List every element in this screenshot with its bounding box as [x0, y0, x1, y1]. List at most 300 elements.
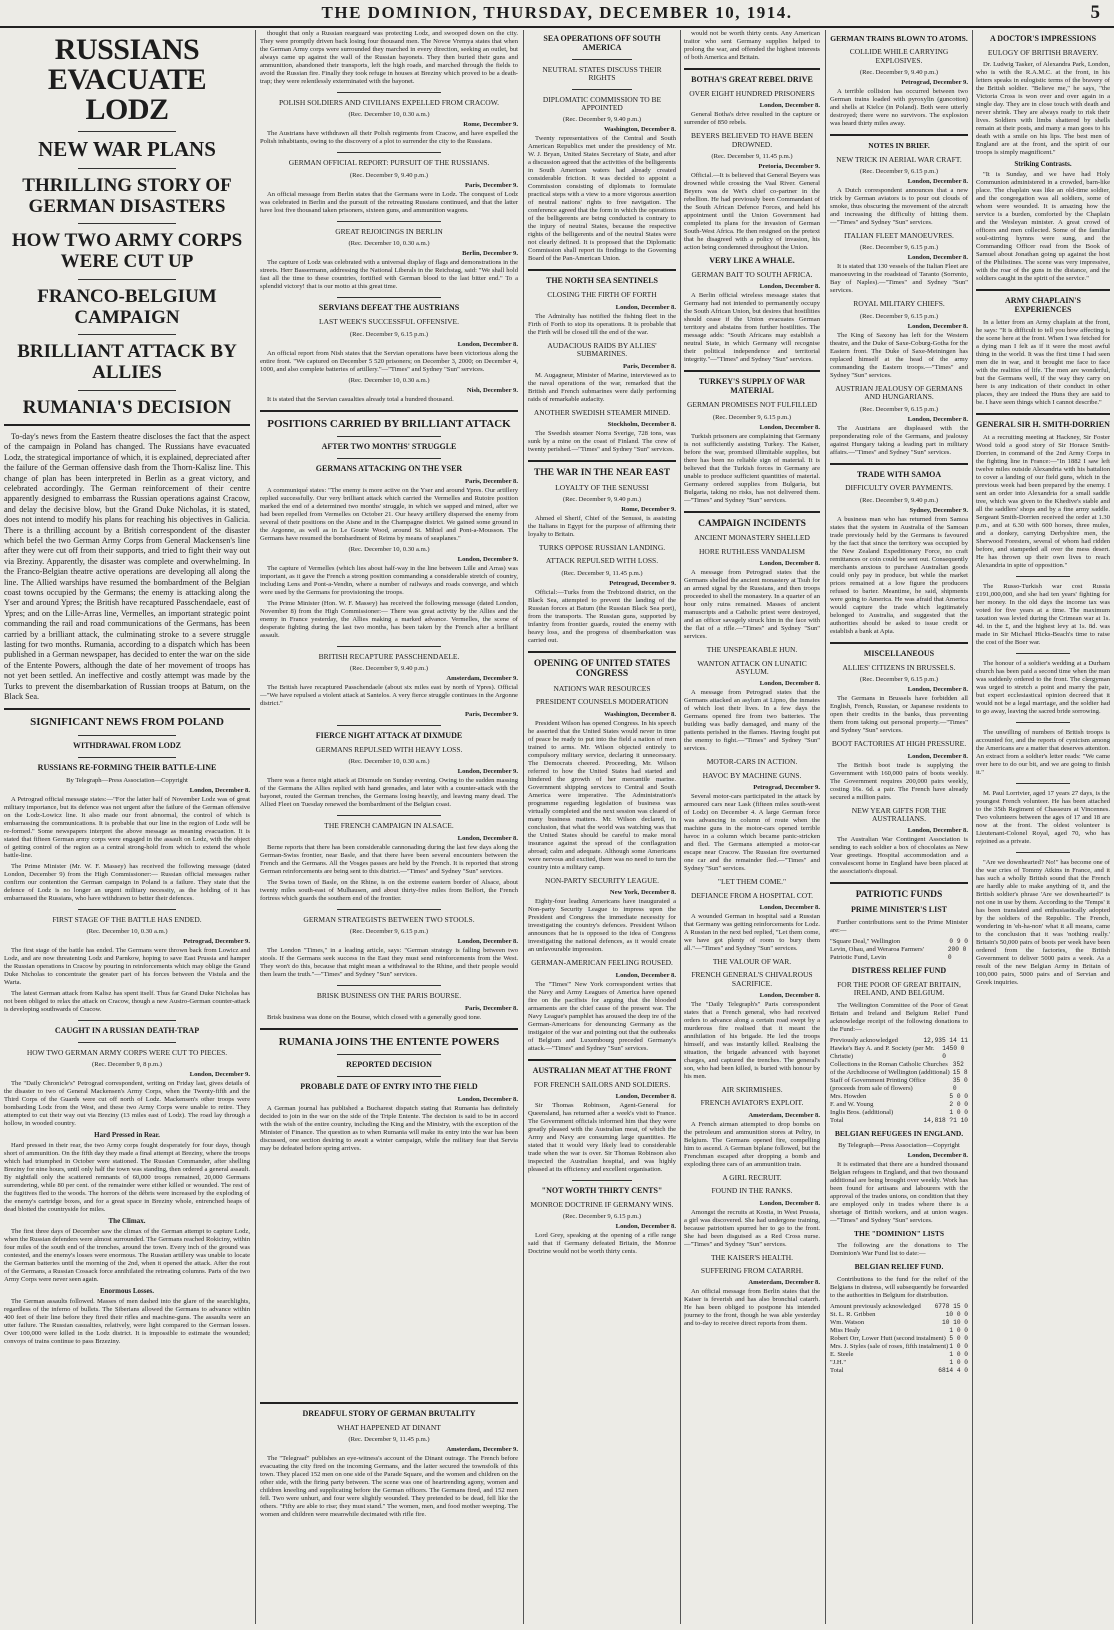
main-headline: RUSSIANS EVACUATE LODZ [47, 33, 207, 126]
donor-name: Miss Healy [830, 1326, 861, 1334]
article-text: A Berlin official wireless message states that Germany had not intended to permanently occupy the South African Union, but desires that hostilities should cease if the Union evacuates German territory and abstains from further hostilities. The message adds: "South Africans may establish a neutral State, in which Germany will recognise their political independence and territorial integrity."—"Times" and Sydney "Sun" services. [684, 292, 820, 364]
divider [830, 463, 968, 465]
article-text: A Petrograd official message states:—"For the latter half of November Lodz was of great military importance, but its defence was not urgent after the failure of the German offensive on the Lodz-Lowicz line. It also made our front abnormal, the control of which is embarrassing the communications. It is probable that our line in the region of Lodz will be re-formed." Some newspapers interpret the above message as meaning evacuation. It is stated that fifteen German army corps were engaged in the assault on Lodz, with the object of getting control of the region as a central strong-hold from which to extend the whole battle-line. [4, 795, 250, 859]
donation-amount: 5 0 0 [949, 1334, 968, 1342]
headline: BELGIAN REFUGEES IN ENGLAND. [834, 1128, 964, 1138]
headline: ATTACK REPULSED WITH LOSS. [545, 556, 659, 566]
donation-amount: 2 0 0 [949, 1100, 968, 1108]
divider [260, 1028, 518, 1030]
headline: ANOTHER SWEDISH STEAMER MINED. [533, 407, 671, 417]
donation-row [830, 1311, 968, 1319]
article-text: The German assaults followed. Masses of men dashed into the glare of the searchlights, regardless of the inferno of bullets. The Siberians allowed the Germans to advance within 400 feet of their line before they fired their rifles and machine-guns. The assaults were an utter failure. The Russian casualties, relatively, were light compared to the German losses. Over 100,000 were killed in the Lodz district. It is impossible to estimate the wounded; convoys of trains continue to pass Brzeziny. [4, 1298, 250, 1346]
dateline: London, December 8. [759, 560, 820, 568]
article-text: A wounded German in hospital said a Russian that Germany was getting reinforcements for Lodz. A Russian in the next bed replied, "Let them come, we have got plenty of room to bury them all."—"Times" and Sydney "Sun" services. [684, 912, 820, 952]
article-text: The Wellington Committee of the Poor of Great Britain and Ireland and Belgium Relief Fund acknowledge receipt of the following donations to the Fund:— [830, 1001, 968, 1033]
headline: CLOSING THE FIRTH OF FORTH [547, 290, 657, 300]
headline: COLLIDE WHILE CARRYING EXPLOSIVES. [849, 47, 949, 65]
dateline: London, December 8. [615, 303, 676, 311]
donation-amount: 1 0 0 [949, 1108, 968, 1116]
divider [572, 1180, 631, 1181]
article-text: A business man who has returned from Samoa states that the system in Australia of the Samoan trade previously held by the Germans is favoured by the fact that since the territory was occupied by the New Zealand Expeditionary Force, no craft remittances or coin could be sent out. Consequently merchants anxious to purchase Australian goods could only pay in produce, but while the market prices remained at a low figure the producers refused to barter. Meantime, he said, shipments were going to America. He was afraid that America would capture the trade which legitimately belonged to Australia, and suggested that the authorities should be asked to issue credit or establish a bank at Apia. [830, 515, 968, 635]
divider [1016, 722, 1070, 723]
headline: GERMAN-AMERICAN FEELING ROUSED. [531, 958, 673, 968]
headline: SIGNIFICANT NEWS FROM POLAND [30, 716, 224, 729]
donor-name: Total [830, 1116, 844, 1124]
article-text: would not be worth thirty cents. Any American traitor who sent Germany supplies helped to prolong the war, and offended the highest interests of both America and Britain. [684, 30, 820, 61]
received-time: (Rec. December 9, 6.15 p.m.) [859, 167, 939, 175]
divider [528, 1059, 676, 1061]
column-rule [523, 30, 524, 1624]
headline: CAUGHT IN A RUSSIAN DEATH-TRAP [54, 1026, 200, 1036]
received-time: (Rec. December 9, 6.15 p.m.) [349, 330, 429, 338]
donation-row [830, 1109, 968, 1117]
column-4 [684, 30, 820, 1624]
article-text: The capture of Vermelles (which lies about half-way in the line between Lille and Arras) was important, as it gave the French a strong position commanding a considerable stretch of country, including Lens and Pont-a-Vendin, where a number of railways and roads converge, and which were used by the Germans for provisioning the troops. [260, 564, 518, 596]
headline: "LET THEM COME." [717, 877, 787, 887]
divider [337, 221, 440, 222]
divider [78, 1020, 176, 1021]
headline: DREADFUL STORY OF GERMAN BRUTALITY [302, 1409, 476, 1418]
divider [684, 68, 820, 70]
donation-row [830, 1343, 968, 1351]
dateline: London, December 9. [457, 555, 518, 563]
column-rule [972, 30, 973, 1624]
article-text: The first stage of the battle has ended. The Germans were thrown back from Lowicz and Lodz, and are now threatening Lodz and Parnkow, hoping to save East Prussia and hamper the Russian operations in Cracow by pouring in reinforcements which may oblige the Grand Duke Nicholas to concentrate the greater part of his forces between the Vistula and the Warta. [4, 947, 250, 987]
article-text: The "Daily Telegraph's" Paris correspondent states that a French general, who had received orders to advance along a certain road swept by a murderous fire realised that it meant the annihilation of his brigade. He led the troops himself, and was instantly killed. Realising the situation, the brigade advanced with bayonet charges, and captured the trenches. The general's son, who had been killed, is buried with honour by his men. [684, 1001, 820, 1081]
donation-row [830, 1101, 968, 1109]
dateline: Amsterdam, December 9. [446, 675, 518, 683]
dateline: Stockholm, December 8. [607, 420, 676, 428]
dateline: Rome, December 9. [463, 121, 518, 129]
donor-name: Amount previously acknowledged [830, 1302, 921, 1310]
dateline: London, December 8. [759, 423, 820, 431]
headline: CAMPAIGN INCIDENTS [698, 518, 806, 529]
donation-row [830, 1335, 968, 1343]
dateline: Berlin, December 9. [462, 250, 518, 258]
headline: LAST WEEK'S SUCCESSFUL OFFENSIVE. [319, 317, 459, 327]
headline: OVER EIGHT HUNDRED PRISONERS [689, 88, 815, 98]
headline: THE NORTH SEA SENTINELS [546, 276, 658, 286]
headline: GERMAN TRAINS BLOWN TO ATOMS. [830, 34, 968, 43]
dateline: London, December 8. [907, 827, 968, 835]
dateline: Nish, December 9. [466, 386, 518, 394]
credit-line: By Telegraph—Press Association—Copyright [838, 1142, 960, 1150]
column-2 [260, 30, 518, 1392]
article-text: The Admiralty has notified the fishing fleet in the Firth of Forth to stop its operations. It is probable that the Firth will be closed till the end of the war. [528, 312, 676, 336]
received-time: (Rec. December 9, 6.15 p.m.) [859, 676, 939, 684]
divider [78, 1042, 176, 1043]
dateline: Washington, December 8. [603, 710, 676, 718]
divider [337, 297, 440, 298]
headline: DEFIANCE FROM A HOSPITAL COT. [690, 890, 814, 900]
donor-name: Previously acknowledged [830, 1036, 898, 1044]
headline: SEA OPERATIONS OFF SOUTH AMERICA [543, 34, 661, 52]
article-text: Hard pressed in their rear, the two Army corps fought desperately for four days, though short of ammunition. On the fifth day they made a final attempt at Breziny, where the troops which had triumphed in October were stationed. The Russian Commander, after shelling Breziny for nine hours, until only half the town was standing, then ordered a general assault. By nightfall only the scattered remnants of 60,000 troops remained, 20,000 Germans surrendering, while 80 per cent. of the remainder were either killed or wounded. The rest of the fugitives fled to the woods. The horrors of the débris were increased by the exploding of the enemy's cartridge boxes, and for a great space in Breziny whole, entrenched heaps of dead blotted the countryside for miles. [4, 1142, 250, 1214]
dateline: London, December 8. [907, 1152, 968, 1160]
divider [684, 511, 820, 513]
article-text: Eighty-four leading Americans have inaugurated a Non-party Security League to impress upon the President and Congress the immediate necessity for investigating the country's defences. President Wilson announces that he is opposed to the idea of Congress investigating the national defences, as it would create an unfavourable impression. [528, 898, 676, 954]
subheading: Enormous Losses. [99, 1287, 155, 1296]
donor-name: Mrs. Howden [830, 1092, 867, 1100]
dateline: London, December 8. [907, 177, 968, 185]
donation-amount: 200 0 0 [947, 945, 967, 961]
article-text: In a letter from an Army chaplain at the front, he says: "It is difficult to tell you how affecting is the scene here at the front. When I was fetched for a dying man I felt as if it were the most awful thing in the world. It was the first time I had seen men die in war, and it brought me face to face with the realities of life. The men are wonderful, but the Germans well, if the way they carry on here is any indication of their conduct in other places, they are indeed the Huns they are said to be. I have seen things which I cannot describe." [976, 319, 1110, 407]
headline: FRENCH GENERAL'S CHIVALROUS SACRIFICE. [691, 970, 813, 988]
donation-amount: 1450 0 0 [942, 1044, 965, 1060]
article-text: It is estimated that there are a hundred thousand Belgian refugees in England, and that two thousand additional are being brought over weekly. Work has been found for artisans and labourers with the approval of the trades unions, on condition that they are employed only in trades where there is a shortage of British workers, and at union wages.—"Times" and Sydney "Sun" services. [830, 1161, 968, 1225]
headline: SERVIANS DEFEAT THE AUSTRIANS [318, 303, 460, 313]
credit-line: By Telegraph—Press Association—Copyright [66, 776, 188, 784]
dateline: Amsterdam, December 8. [748, 1111, 820, 1119]
dateline: Paris, December 9. [465, 711, 518, 719]
donation-row [830, 1093, 968, 1101]
headline: TURKS OPPOSE RUSSIAN LANDING. [538, 543, 666, 552]
received-time: (Rec. December 10, 0.30 a.m.) [348, 376, 430, 384]
dateline: Amsterdam, December 8. [748, 1279, 820, 1287]
headline: GREAT REJOICINGS IN BERLIN [335, 226, 443, 236]
dateline: London, December 8. [457, 1095, 518, 1103]
headline: HOW TWO GERMAN ARMY CORPS WERE CUT TO PIECES. [26, 1048, 228, 1058]
dateline: Paris, December 8. [623, 362, 676, 370]
donation-amount: 12,935 14 11 [923, 1036, 968, 1044]
donation-amount: 35 0 0 [952, 1076, 968, 1092]
donation-table [830, 1037, 968, 1125]
headline: GERMAN STRATEGISTS BETWEEN TWO STOOLS. [303, 914, 475, 924]
dateline: London, December 8. [457, 834, 518, 842]
headline: AUSTRALIAN MEAT AT THE FRONT [532, 1065, 672, 1075]
article-text: Berne reports that there has been considerable cannonading during the last few days along the German-Swiss frontier, near Basle, and that there have been several encounters between the French and the Germans. All the Vosges passes are held by the French. It is reported that strong German reinforcements are being sent to this district.—"Times" and Sydney "Sun" services. [260, 843, 518, 875]
headline: BRILLIANT ATTACK BY ALLIES [17, 341, 237, 384]
received-time: (Rec. December 10, 0.30 a.m.) [348, 758, 430, 766]
headline: HAVOC BY MACHINE GUNS. [702, 770, 802, 780]
article-text: The British have recaptured Passchendaele (about six miles east by north of Ypres). Official—"We have repulsed a violent attack at Santelos. A very fierce struggle continues in the Argonne district." [260, 684, 518, 708]
headline: EULOGY OF BRITISH BRAVERY. [987, 47, 1099, 57]
received-time: (Rec. December 9, 11.45 p.m.) [561, 569, 643, 577]
headline: BOTHA'S GREAT REBEL DRIVE [691, 75, 813, 84]
divider [337, 646, 440, 647]
column-1 [4, 30, 250, 1624]
donation-row [830, 1045, 968, 1061]
dateline: Rome, December 9. [621, 506, 676, 513]
article-text: The London "Times," in a leading article, says: "German strategy is falling between two stools. If the Germans seek success in the East they must send reinforcements from the West. They won't do this, because that might mean a withdrawal to the Rhine, and their people would then learn the truth."—"Times" and Sydney "Sun" services. [260, 947, 518, 979]
article-text: The Germans in Brussels have forbidden all English, French, Russian, or Japanese residents to open their credits in the banks, thus preventing them from taking out personal property.—"Times" and Sydney "Sun" services. [830, 695, 968, 735]
divider [1016, 852, 1070, 853]
divider [78, 223, 176, 224]
donor-name: St. L. R. Gribben [830, 1310, 876, 1318]
donation-row [830, 1037, 968, 1045]
article-text: Official.—It is believed that General Beyers was drowned while crossing the Vaal River. General Beyers was de Wet's chief co-partner in the rebellion. He had previously been Commandant of the South African Defence Forces, and held his appointment until the Union Government had completed its plans for the invasion of German South-West Africa. He then resigned on the pretext that he disagreed with a policy of invasion, his action being condemned throughout the Union. [684, 172, 820, 252]
article-text: The honour of a soldier's wedding at a Durham church has been paid a second time when the man was suddenly ordered to the front. The clergyman was urged to stretch a point and marry the pair, but expert ecclesiastical opinion decreed that it would not be a legal marriage, and the soldier had to go away, leaving the sacred bride sorrowing. [976, 660, 1110, 716]
article-text: A French airman attempted to drop bombs on the petroleum and ammunition stores at Peltry, in Belgium. The Germans opened fire, compelling him to ascend. A German biplane followed, but the Frenchman escaped after dropping a bomb and exploding three cars of an ammunition train. [684, 1120, 820, 1168]
dateline: Sydney, December 9. [909, 506, 968, 514]
donation-row [830, 1327, 968, 1335]
divider [830, 642, 968, 644]
headline: ALLIES' CITIZENS IN BRUSSELS. [842, 662, 956, 672]
donation-row [830, 1077, 968, 1093]
dateline: New York, December 8. [609, 889, 676, 897]
divider [78, 131, 176, 132]
article-text: The following are the donations to The Dominion's War Fund list to date:— [830, 1242, 968, 1258]
headline: MOTOR-CARS IN ACTION. [706, 757, 798, 767]
headline: NEW YEAR GIFTS FOR THE AUSTRALIANS. [851, 805, 947, 823]
dateline: Amsterdam, December 9. [446, 1446, 518, 1454]
dateline: London, December 8. [759, 680, 820, 688]
dateline: Petrograd, December 9. [609, 579, 676, 587]
headline: THE UNSPEAKABLE HUN. [706, 645, 798, 655]
article-text: The unwilling of numbers of British troops is accounted for, and the reports of cynicism among the Americans are a matter that deserves attention. An extract from a soldier's letter reads: "We came over here to do our bit, and we are going to finish it." [976, 729, 1110, 777]
headline: BRITISH RECAPTURE PASSCHENDAELE. [318, 651, 460, 661]
headline: REPORTED DECISION [346, 1059, 432, 1069]
divider [337, 815, 440, 816]
dateline: London, December 8. [759, 1199, 820, 1207]
headline: DISTRESS RELIEF FUND [851, 965, 947, 975]
received-time: (Rec. December 9, 6.15 p.m.) [859, 405, 939, 413]
donor-name: Wm. Watson [830, 1318, 865, 1326]
headline: FOR THE POOR OF GREAT BRITAIN, IRELAND, AND BELGIUM. [837, 979, 961, 998]
headline: DIFFICULTY OVER PAYMENTS. [845, 483, 953, 493]
headline: FOR FRENCH SAILORS AND SOLDIERS. [533, 1079, 671, 1089]
dateline: London, December 8. [615, 971, 676, 979]
dateline: Washington, December 8. [603, 126, 676, 134]
subheading: Striking Contrasts. [1014, 160, 1072, 169]
subheading: Hard Pressed in Rear. [94, 1131, 160, 1140]
donation-amount: 6814 4 0 [938, 1366, 968, 1374]
divider [337, 152, 440, 153]
headline: TURKEY'S SUPPLY OF WAR MATERIAL [698, 377, 806, 396]
masthead-title: THE DOMINION, THURSDAY, DECEMBER 10, 1914. [321, 3, 793, 22]
article-text: Official:—Turks from the Trebizond district, on the Black Sea, attempted to prevent the landing of the Russian forces at Batum (the Russian Black Sea port), from the transports. The Russian guns, supported by infantry from frontier guards, routed the enemy with heavy loss, and the progress of disembarkation was carried out. [528, 588, 676, 644]
headline: BEYERS BELIEVED TO HAVE BEEN DROWNED. [690, 131, 814, 149]
article-text: The capture of Lodz was celebrated with a universal display of flags and demonstrations in the streets. Herr Bassermann, addressing the National Liberals in the Reichstag, said: "We shall hold fast all the time to these countries, fortified with German blood to the last bitter end." To a splendid victory! that is our motto at this great time. [260, 259, 518, 291]
donation-row [830, 1061, 968, 1077]
column-5 [830, 30, 968, 1624]
dateline: London, December 9. [189, 1071, 250, 1079]
received-time: (Rec. December 9, 6.15 p.m.) [859, 312, 939, 320]
article-text: Lord Grey, speaking at the opening of a rifle range said that if Germany defeated Britain, the Monroe Doctrine would not be worth thirty cents. [528, 1232, 676, 1256]
headline: AUSTRIAN JEALOUSY OF GERMANS AND HUNGARIANS. [835, 383, 963, 402]
article-text: It is stated that 130 vessels of the Italian Fleet are manoeuvring in the roadstead of Taranto (Sorrento, Bay of Naples).—"Times" and Sydney "Sun" services. [830, 263, 968, 295]
donation-amount: 10 0 0 [945, 1310, 968, 1318]
page-number: 5 [1090, 2, 1100, 23]
divider [528, 460, 676, 462]
received-time: (Rec. December 9, 9.40 p.m.) [349, 665, 429, 673]
donation-row [830, 946, 968, 962]
headline: FIRST STAGE OF THE BATTLE HAS ENDED. [52, 914, 202, 924]
headline: TRADE WITH SAMOA [856, 469, 942, 479]
dateline: London, December 8. [759, 102, 820, 110]
donor-name: Robert Orr, Lower Hutt (second instalment) [830, 1334, 946, 1342]
divider [830, 882, 968, 884]
article-text: Several motor-cars participated in the attack by armoured cars near Lask (fifteen miles south-west of Lodz) on December 4. A large German force was advancing in column of route when the machine guns in the motor-cars opened terrible havoc in a column which became panic-stricken and fled. The Germans attempted a motor-car escape near Cracow. The Russian fire overturned one car and the remainder fled.—"Times" and Sydney "Sun" services. [684, 793, 820, 873]
subheading: The Climax. [108, 1217, 146, 1226]
headline: RUMANIA'S DECISION [22, 396, 232, 418]
headline: FIERCE NIGHT ATTACK AT DIXMUDE [315, 731, 463, 741]
received-time: (Rec. December 9, 11.45 p.m.) [348, 1436, 430, 1444]
donation-row [830, 1303, 968, 1311]
headline: HORE RUTHLESS VANDALISM [699, 546, 805, 556]
headline: THE VALOUR OF WAR. [712, 956, 792, 966]
headline: ITALIAN FLEET MANOEUVRES. [844, 230, 954, 240]
article-text: Brisk business was done on the Bourse, which closed with a generally good tone. [267, 1013, 482, 1021]
received-time: (Rec. December 9, 9.40 p.m.) [349, 171, 429, 179]
donation-amount: 14,818 ?1 10 [923, 1116, 968, 1124]
headline: "NOT WORTH THIRTY CENTS" [541, 1185, 663, 1195]
donor-name: Hawke's Bay A. and P. Society (per Mr. Christie) [830, 1044, 935, 1060]
divider [337, 909, 440, 910]
headline: ARMY CHAPLAIN'S EXPERIENCES [1005, 296, 1081, 315]
donation-row [830, 1351, 968, 1359]
article-text: The "Times'" New York correspondent writes that the Navy and Army Leagues of America have opened fire on the pacifists for arguing that the blooded armaments are the chief cause of the present war. The Navy League's pamphlet has aroused the deep ire of the German-Americans for denouncing Germany as the instigator of the war and pointing out that the outbreaks of Belgium and Luxembourg preceded Germany's attack.—"Times" and Sydney "Sun" services. [528, 980, 676, 1052]
headline: FRENCH AVIATOR'S EXPLOIT. [700, 1098, 804, 1108]
dateline: London, December 8. [189, 786, 250, 794]
donor-name: "J.H." [830, 1358, 847, 1366]
divider [78, 735, 176, 736]
headline: NOTES IN BRIEF. [868, 141, 930, 151]
divider [1016, 653, 1070, 654]
headline: GERMANS ATTACKING ON THE YSER [315, 463, 463, 473]
donation-row [830, 1367, 968, 1375]
divider [337, 1054, 440, 1055]
article-text: Sir Thomas Robinson, Agent-General for Queensland, has returned after a week's visit to France. The Government officials informed him that they were greatly pleased with the Australian meat, of which the Army and Navy are consuming large quantities. He stated that it would very likely lead to considerable trade when the war is over. Sir Thomas Robinson also inspected the Australian hospital, and was highly pleased at its efficiency and excellent organisation. [528, 1101, 676, 1173]
donor-name: Levin, Ohau, and Weraroa Farmers' Patriotic Fund, Levin [830, 945, 924, 961]
article-text: General Botha's drive resulted in the capture or surrender of 850 rebels. [684, 111, 820, 127]
donation-amount: 1 0 0 [949, 1326, 968, 1334]
article-text: The Australian War Contingent Association is sending to each soldier a box of chocolates as New Year greetings. Hospital accommodation and a convalescent home in England have been placed at the association's disposal. [830, 836, 968, 876]
headline: FOUND IN THE RANKS. [711, 1186, 793, 1196]
received-time: (Rec. December 9, 6.15 p.m.) [712, 413, 792, 421]
headline: NON-PARTY SECURITY LEAGUE. [545, 875, 659, 885]
headline: THE KAISER'S HEALTH. [710, 1252, 794, 1262]
article-text: Amongst the recruits at Kostia, in West Prussia, a girl was discovered. She had undergone training, because patriotism spurred her to go to the front. She had been disguised as a Red Cross nurse.—"Times" and Sydney "Sun" services. [684, 1208, 820, 1248]
donation-amount: 1 0 0 [949, 1358, 968, 1366]
headline: MISCELLANEOUS [863, 648, 935, 658]
headline: PRIME MINISTER'S LIST [850, 905, 948, 914]
headline: NEUTRAL STATES DISCUSS THEIR RIGHTS [542, 64, 662, 83]
divider [572, 89, 631, 90]
dateline: Petrograd, December 9. [901, 79, 968, 87]
article-text: thought that only a Russian rearguard was protecting Lodz, and swooped down on the city. They were promptly driven back losing four thousand men. The Novoe Vremya states that when the German Army corps were surrounded they marched in every direction, seeking an outlet, but always came up against the wall of the Russian bayonets. They then buried their guns and ammunition, abandoned their transports, left the high roads, and marched through the fields to avoid the Russian fire. Finally they took refuge in houses at Breziny which proved to be a death-trap; they were relentlessly exterminated with the bayonet. [260, 30, 518, 85]
article-text: President Wilson has opened Congress. In his speech he asserted that the United States would never in time of peace be ready to put into the field a nation of men trained to arms. Mr. Wilson objected entirely to compulsory military service, declaring it unnecessary. The Democrats cheered. Proceeding, Mr. Wilson referred to how the United States had started and hindered the growth of her mercantile marine. Government shipping services to Central and South America were imperative. The Administration's programme regarding legislation of business was virtually completed and the next session was cleared of many business matters. Mr. Wilson declared, in conclusion, that what the world was watching was that the United States should be careful to make moral insurance against the spread of the conflagration abroad; calm and adequate. Although some Americans were nervous and excited, there was no need to turn the country into a military camp. [528, 719, 676, 871]
headline: NEW WAR PLANS [38, 137, 216, 161]
donation-amount: 1 0 0 [949, 1342, 968, 1350]
dateline: Paris, December 8. [465, 477, 518, 485]
divider [337, 985, 440, 986]
headline: THE WAR IN THE NEAR EAST [533, 467, 671, 478]
received-time: (Rec. December 9, 6.15 p.m.) [859, 244, 939, 252]
headline: LOYALTY OF THE SENUSSI [555, 482, 649, 492]
donor-name: E. Steele [830, 1350, 854, 1358]
received-time: (Rec. December 9, 6.15 p.m.) [349, 928, 429, 936]
article-text: Contributions to the fund for the relief of the Belgians in distress, will subsequently be forwarded to the authorities in Belgium for distribution. [830, 1275, 968, 1299]
dateline: London, December 8. [759, 903, 820, 911]
donation-table [830, 1303, 968, 1375]
received-time: (Rec. December 10, 0.30 a.m.) [348, 545, 430, 553]
article-text: "It is Sunday, and we have had Holy Communion administered in a crowded, barn-like place. The chaplain was like an old-time soldier, and the congregation was all soldiers, some of whom were wounded. It is amazing how the service is a burden, comforted by the Chaplain and the Wesleyan minister. A great crowd of officers and men collected. Some of the familiar soul-stirring hymns were sung, and the Commanding Officer read from the Book of Samuel about Jonathan going up against the host of the Philistines. The scene was very impressive, with the roar of the guns in the distance, and the soldiers caught in the spirit of the service." [976, 171, 1110, 283]
divider [78, 168, 176, 169]
headline: A DOCTOR'S IMPRESSIONS [989, 34, 1097, 43]
donor-name: Collections in the Roman Catholic Churches of the Archdiocese of Wellington (additional) [830, 1060, 950, 1076]
received-time: (Rec. December 9, 9.40 p.m.) [562, 116, 642, 124]
headline: GERMAN OFFICIAL REPORT: PURSUIT OF THE RUSSIANS. [288, 158, 490, 168]
donor-name: Mrs. J. Styles (sale of roses, fifth instalment) [830, 1342, 949, 1350]
headline: FRANCO-BELGIUM CAMPAIGN [37, 285, 217, 328]
article-text: The Swedish steamer Norra Sverige, 728 tons, was sunk by a mine on the coast of Finland. The crew of twenty perished.—"Times" and Sydney "Sun" services. [528, 429, 676, 453]
headline: WANTON ATTACK ON LUNATIC ASYLUM. [697, 658, 807, 676]
headline: GERMAN BAIT TO SOUTH AFRICA. [691, 270, 813, 280]
headline: BRISK BUSINESS ON THE PARIS BOURSE. [316, 991, 462, 1001]
dateline: London, December 8. [907, 322, 968, 330]
received-time: (Rec. December 9, 9.40 p.m.) [859, 69, 939, 77]
article-text: A message from Petrograd states that the Germans shelled the ancient monastery at Tsuh for an armed signal by the Russians, and then troops proceeded to shell the monastery. In a quarter of an hour only ruins remained. Masses of ancient manuscripts and a Catholic priest were destroyed, and an officer savagely struck him in the face with the flat of a rifle.—"Times" and Sydney "Sun" services. [684, 569, 820, 641]
article-text: The first three days of December saw the climax of the German attempt to capture Lodz, when the Russian defenders were almost surrounded. The Germans reached Rokiciny, within four miles of the south end of the trenches, around the town. Every inch of the ground was contested, and the enemy's losses were enormous. The Russian artillery was unable to locate the German batteries until the morning of the 2nd, when it opened the attack. After the rout of the Germans, a Russian Cossack force annihilated the retreating columns. Parts of the two Army Corps were never seen again. [4, 1228, 250, 1284]
article-text: The Russo-Turkish war cost Russia £191,000,000, and she had ten years' fighting for her money. In the old days the income tax was voted for five years at a time. The maximum taxation was levied during the Crimean war at 1s. 4d. in the £, and the highest levy at 1s. 8d. was made in Sir Michael Hicks-Beach's time to raise the cost of the Boer war. [976, 583, 1110, 647]
dateline: London, December 9. [457, 768, 518, 776]
headline: BELGIAN RELIEF FUND. [854, 1262, 944, 1272]
divider [337, 725, 440, 726]
dateline: Paris, December 9. [465, 181, 518, 189]
donation-amount: 352 15 8 [952, 1060, 968, 1076]
dateline: London, December 8. [457, 340, 518, 348]
received-time: (Rec. December 9, 8 p.m.) [92, 1061, 162, 1069]
donor-name: "Square Deal," Wellington [830, 937, 901, 945]
divider [684, 370, 820, 372]
article-text: The King of Saxony has left for the Western theatre, and the Duke of Saxe-Coburg-Gotha for the Eastern front. The Duke of Saxe-Meiningen has replaced himself at the head of the army commanding the Eastern troops.—"Times" and Sydney "Sun" services. [830, 331, 968, 379]
headline: BOOT FACTORIES AT HIGH PRESSURE. [831, 739, 967, 749]
divider [1016, 783, 1070, 784]
article-text: "Are we downhearted? No!" has become one of the war cries of Tommy Atkins in France, and it has such a wholly British sound that the French are hardly able to make anything of it, and the British soldier's phrase 'Are we downhearted?' is not one in use by them. According to the 'Temps' it has been translated and enthusiastically adopted by the soldiers of the Republic. The French, wondering in 'eh-ha-non' what it all means, came to the conclusion that it was 'nothing really.' Britain's 50,000 pairs of boots per week have been ordered from the factories, the British Government to deliver 5000 pairs a week. As a result of the new Belgian Army in Britain of 100,000 pairs, 5000 pairs and of Servian and Greek inquiries. [976, 859, 1110, 987]
donor-name: Inglis Bros. (additional) [830, 1108, 894, 1116]
article-text: The Austrians are displeased with the preponderating role of the Germans, and jealousy against Hungary taking a leading part in military affairs.—"Times" and Sydney "Sun" services. [830, 424, 968, 456]
article-text: M. Paul Lorrivier, aged 17 years 27 days, is the youngest French volunteer. He has been attached to the 35th Regiment of Chasseurs at Vincennes. Two volunteers between the ages of 17 and 18 are now at the front. The oldest volunteer is Lieutenant-Colonel Royal, aged 70, who has rejoined as a private. [976, 790, 1110, 846]
headline: SUFFERING FROM CATARRH. [700, 1266, 804, 1276]
headline: AIR SKIRMISHES. [721, 1085, 783, 1095]
article-text: M. Augagneur, Minister of Marine, interviewed as to the naval operations of the war, remarked that the British and French submarines were daily performing raids of remarkable audacity. [528, 371, 676, 403]
article-text: Dr. Ludwig Tasker, of Alexandra Park, London, who is with the R.A.M.C. at the front, in his letters speaks in eulogistic terms of the bravery of the British soldier. "Believe me," he says, "the Victoria Cross is won over and over again in a single day. They are in close touch with death and never shrink. They are always ready to risk their lives. Soldiers with limbs shattered by shells remain at their posts, and many a man goes to his death with a smile on his lips. The best men of England are at the front, and the spirit of our troops is simply magnificent." [976, 61, 1110, 157]
divider [337, 92, 440, 93]
divider [4, 424, 250, 426]
headline: HOW TWO ARMY CORPS WERE CUT UP [11, 230, 243, 273]
received-time: (Rec. December 9, 9.40 p.m.) [859, 496, 939, 504]
article-text: A message from Petrograd states that the Germans attacked an asylum at Lipno, the inmates of which lost their lives. In a few days the Germans opened fire from two batteries. The building was badly damaged, and many of the patients perished in the flames. Having fought put the enemy to fight.—"Times" and Sydney "Sun" services. [684, 689, 820, 753]
divider [78, 757, 176, 758]
headline: ANCIENT MONASTERY SHELLED [694, 533, 810, 543]
divider [78, 334, 176, 335]
divider [4, 708, 250, 710]
dateline: London, December 8. [457, 938, 518, 946]
article-text: Further contributions sent to the Prime Minister are:— [830, 918, 968, 934]
divider [572, 59, 631, 60]
article-text: A communiqué states: "The enemy is more active on the Yser and around Ypres. Our artillery replied successfully. Our very brilliant attack which carried the Vermelles and Rutoire position marked the end of a determined two months' struggle, in which we sapped and mined, after we had been repelled from Vermelles on October 21. Our heavy artillery dispersed the enemy from several of their positions on the Aisne and in the Champagne district. We gained some ground in the Argonne, as well as in Le Gourie Wood, around St. Mihiel and Pont-a-Mousson. The Germans have resumed the bombardment of Reims by means of seaplanes." [260, 486, 518, 542]
divider [976, 413, 1110, 415]
article-text: There was a fierce night attack at Dixmude on Sunday evening. Owing to the sudden massing of the Germans the Allies replied with hand grenades, and later with a counter-attack with the bayonet, routed the German trenches, the Germans losing heavily, and leaving many dead. The Allied Fleet on Tuesday renewed the bombardment of the Belgian coast. [260, 777, 518, 809]
masthead [0, 0, 1114, 28]
divider [260, 410, 518, 412]
headline: AUDACIOUS RAIDS BY ALLIES' SUBMARINES. [547, 340, 657, 359]
article-text: Twenty representatives of the Central and South American Republics met under the presidency of Mr. W. J. Bryan, United States Secretary of State, and after a discussion agreed that the activities of the belligerents in South American waters had already created considerable friction. It was decided to appoint a Commission consisting of diplomats to formulate practical steps with a view to a more vigorous assertion of neutral nations' rights to free navigation. The conference agreed that the form in which the operations of the belligerents are being conducted is contrary to the injury of neutral States, because the respective rights of the belligerents and of the neutral States were not clearly defined. It is proposed that the Diplomatic Commission shall report its findings to the Governing Board of the Pan-American Union. [528, 135, 676, 263]
article-text: An official report from Nish states that the Servian operations have been victorious along the entire front. "We captured on December 5 520 prisoners; on December 3, 2000; on December 4, 1000, and also complete batteries of artillery."—"Times" and Sydney "Sun" services. [260, 349, 518, 373]
article-text: An official message from Berlin states that the Germans were in Lodz. The conquest of Lodz was celebrated in Berlin and the pursuit of the retreating Russians continued, and that the latter have lost five thousand taken prisoners, sixteen guns, and ammunition wagons. [260, 190, 518, 214]
column-rule [255, 30, 256, 1624]
dateline: London, December 8. [907, 415, 968, 423]
article-text: Turkish prisoners are complaining that Germany is not sufficiently assisting Turkey. The Kaiser, before the war, promised illimitable supplies, but there has been no reliable sign of material. It is believed that the Turkish forces in Germany are unable to produce sufficient quantities of material. Germany ordered supplies from Bulgaria, but Bulgaria, taking no risks, has not delivered them.—"Times" and Sydney "Sun" services. [684, 432, 820, 504]
divider [528, 269, 676, 271]
article-text: A terrible collision has occurred between two German trains loaded with pyroxylin (guncotton) and shells at Kielce (in Poland). Both were utterly destroyed; there were no survivors. The explosion was heard thirty miles away. [830, 88, 968, 128]
bottom-article [260, 1396, 518, 1624]
dateline: Paris, December 8. [465, 1004, 518, 1012]
dateline: Pretoria, December 9. [758, 163, 820, 171]
donation-row [830, 1359, 968, 1367]
dateline: London, December 8. [907, 254, 968, 262]
